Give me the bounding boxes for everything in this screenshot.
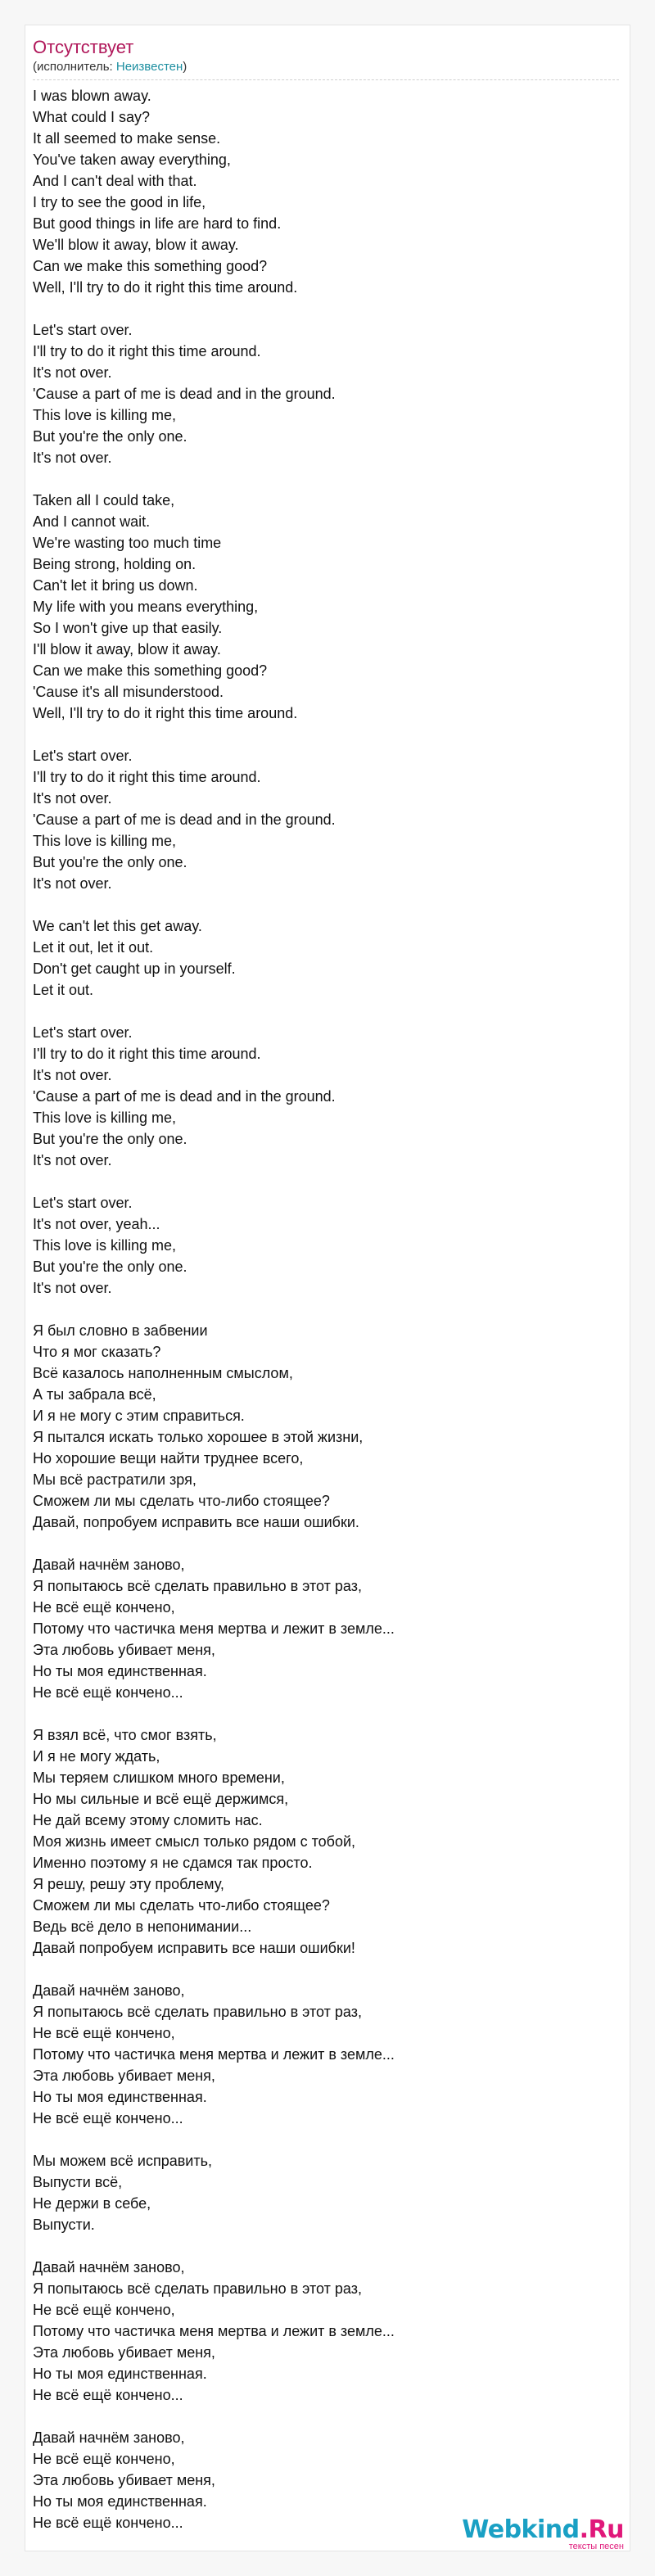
lyrics-line: This love is killing me, — [33, 407, 177, 423]
lyrics-line: It's not over. — [33, 875, 112, 892]
lyrics-line: Let's start over. — [33, 322, 133, 338]
lyrics-line: Потому что частичка меня мертва и лежит в земле... — [33, 2323, 395, 2339]
performer-prefix: (исполнитель: — [33, 60, 116, 74]
lyrics-line: Сможем ли мы сделать что-либо стоящее? — [33, 1493, 330, 1509]
lyrics-line: It's not over, yeah... — [33, 1216, 160, 1232]
lyrics-line: Let's start over. — [33, 1195, 133, 1211]
lyrics-line: This love is killing me, — [33, 1109, 177, 1126]
lyrics-stanza — [33, 85, 619, 298]
lyrics-stanza — [33, 2150, 619, 2235]
lyrics-line: И я не могу с этим справиться. — [33, 1408, 245, 1424]
performer-suffix: ) — [183, 60, 187, 74]
lyrics-line: Don't get caught up in yourself. — [33, 960, 236, 977]
lyrics-line: Но ты моя единственная. — [33, 2366, 207, 2382]
lyrics-line: 'Cause it's all misunderstood. — [33, 684, 224, 700]
lyrics-line: Я пытался искать только хорошее в этой жизни, — [33, 1429, 364, 1445]
logo-wordmark — [462, 2517, 624, 2543]
lyrics-line: Ведь всё дело в непонимании... — [33, 1918, 252, 1935]
logo-main: Webkind — [462, 2515, 580, 2544]
lyrics-stanza — [33, 1192, 619, 1299]
lyrics-line: Давай попробуем исправить все наши ошибки! — [33, 1940, 355, 1956]
lyrics-line: Let it out. — [33, 982, 94, 998]
lyrics-line: Но хорошие вещи найти труднее всего, — [33, 1450, 304, 1467]
lyrics-stanza — [33, 1724, 619, 1959]
lyrics-line: Let's start over. — [33, 748, 133, 764]
lyrics-line: But you're the only one. — [33, 1259, 187, 1275]
lyrics-stanza — [33, 915, 619, 1001]
lyrics-line: Мы всё растратили зря, — [33, 1471, 196, 1488]
lyrics-line: И я не могу ждать, — [33, 1748, 160, 1765]
lyrics-stanza — [33, 1554, 619, 1703]
lyrics-stanza — [33, 1980, 619, 2129]
lyrics-line: It's not over. — [33, 1067, 112, 1083]
lyrics-line: And I can't deal with that. — [33, 173, 197, 189]
lyrics-line: Эта любовь убивает меня, — [33, 1642, 215, 1658]
lyrics-line: Не всё ещё кончено, — [33, 1599, 175, 1616]
lyrics-line: Эта любовь убивает меня, — [33, 2068, 215, 2084]
lyrics-line: 'Cause a part of me is dead and in the ground. — [33, 386, 336, 402]
lyrics-stanza — [33, 1320, 619, 1533]
lyrics-line: Выпусти всё, — [33, 2174, 123, 2190]
lyrics-line: Выпусти. — [33, 2217, 95, 2233]
lyrics-line: Я был словно в забвении — [33, 1322, 208, 1339]
lyrics-line: Can we make this something good? — [33, 662, 268, 679]
lyrics-line: Не всё ещё кончено... — [33, 1684, 183, 1701]
lyrics-line: This love is killing me, — [33, 1237, 177, 1254]
performer-line — [33, 60, 619, 75]
lyrics-line: And I cannot wait. — [33, 513, 151, 530]
lyrics-line: А ты забрала всё, — [33, 1386, 156, 1403]
lyrics-line: Именно поэтому я не сдамся так просто. — [33, 1855, 313, 1871]
lyrics-line: Мы теряем слишком много времени, — [33, 1769, 285, 1786]
lyrics-line: I try to see the good in life, — [33, 194, 206, 210]
lyrics-line: Не дай всему этому сломить нас. — [33, 1812, 263, 1828]
lyrics-line: Well, I'll try to do it right this time around. — [33, 279, 298, 296]
lyrics-line: Моя жизнь имеет смысл только рядом с тобой, — [33, 1833, 356, 1850]
lyrics-line: Can we make this something good? — [33, 258, 268, 274]
lyrics-line: Что я мог сказать? — [33, 1344, 161, 1360]
lyrics-line: 'Cause a part of me is dead and in the ground. — [33, 1088, 336, 1105]
site-logo[interactable] — [462, 2517, 624, 2551]
lyrics-line: Я попытаюсь всё сделать правильно в этот раз, — [33, 1578, 362, 1594]
lyrics-line: Давай, попробуем исправить все наши ошибки. — [33, 1514, 359, 1530]
lyrics-line: It all seemed to make sense. — [33, 130, 221, 147]
lyrics-line: I'll try to do it right this time around. — [33, 1046, 261, 1062]
lyrics-stanza — [33, 319, 619, 468]
song-title: Отсутствует — [33, 37, 134, 57]
lyrics-line: Мы можем всё исправить, — [33, 2153, 212, 2169]
lyrics-line: Давай начнём заново, — [33, 1557, 185, 1573]
lyrics-line: Эта любовь убивает меня, — [33, 2472, 215, 2488]
lyrics-line: Не всё ещё кончено, — [33, 2451, 175, 2467]
lyrics-line: Потому что частичка меня мертва и лежит в земле... — [33, 1620, 395, 1637]
lyrics-line: But you're the only one. — [33, 854, 187, 870]
lyrics-line: I'll try to do it right this time around. — [33, 769, 261, 785]
lyrics-line: My life with you means everything, — [33, 599, 259, 615]
lyrics-line: So I won't give up that easily. — [33, 620, 223, 636]
lyrics-stanza — [33, 1022, 619, 1171]
lyrics-line: Being strong, holding on. — [33, 556, 196, 572]
lyrics-line: Well, I'll try to do it right this time around. — [33, 705, 298, 721]
lyrics-line: 'Cause a part of me is dead and in the ground. — [33, 811, 336, 828]
logo-suffix: .Ru — [579, 2515, 624, 2544]
lyrics-line: Не держи в себе, — [33, 2195, 151, 2212]
lyrics-stanza — [33, 745, 619, 894]
lyrics-line: We'll blow it away, blow it away. — [33, 237, 239, 253]
lyrics-line: We can't let this get away. — [33, 918, 202, 934]
lyrics-line: This love is killing me, — [33, 833, 177, 849]
lyrics-line: Давай начнём заново, — [33, 1982, 185, 1999]
lyrics-line: Но ты моя единственная. — [33, 2493, 207, 2510]
lyrics-line: Но ты моя единственная. — [33, 1663, 207, 1679]
lyrics-body — [33, 85, 619, 2555]
lyrics-line: Я попытаюсь всё сделать правильно в этот раз, — [33, 2004, 362, 2020]
lyrics-line: What could I say? — [33, 109, 151, 125]
lyrics-line: Эта любовь убивает меня, — [33, 2344, 215, 2361]
lyrics-line: But good things in life are hard to find. — [33, 215, 282, 232]
lyrics-line: It's not over. — [33, 1280, 112, 1296]
lyrics-line: We're wasting too much time — [33, 535, 222, 551]
lyrics-line: Can't let it bring us down. — [33, 577, 198, 594]
lyrics-line: Давай начнём заново, — [33, 2259, 185, 2275]
lyrics-line: I'll try to do it right this time around. — [33, 343, 261, 359]
lyrics-line: It's not over. — [33, 790, 112, 807]
lyrics-line: Taken all I could take, — [33, 492, 175, 508]
lyrics-line: Давай начнём заново, — [33, 2429, 185, 2446]
lyrics-line: Не всё ещё кончено... — [33, 2387, 183, 2403]
lyrics-stanza — [33, 490, 619, 724]
lyrics-line: Но мы сильные и всё ещё держимся, — [33, 1791, 289, 1807]
performer-link[interactable]: Неизвестен — [115, 60, 183, 74]
lyrics-line: But you're the only one. — [33, 1131, 187, 1147]
lyrics-line: Я решу, решу эту проблему, — [33, 1876, 224, 1892]
header-divider — [33, 79, 619, 80]
lyrics-line: It's not over. — [33, 1152, 112, 1168]
lyrics-line: Не всё ещё кончено, — [33, 2025, 175, 2041]
lyrics-line: Но ты моя единственная. — [33, 2089, 207, 2105]
lyrics-line: It's not over. — [33, 364, 112, 381]
lyrics-line: Я взял всё, что смог взять, — [33, 1727, 217, 1743]
lyrics-stanza — [33, 2257, 619, 2406]
lyrics-line: I was blown away. — [33, 88, 151, 104]
lyrics-line: It's not over. — [33, 450, 112, 466]
lyrics-line: You've taken away everything, — [33, 151, 231, 168]
lyrics-line: Не всё ещё кончено... — [33, 2110, 183, 2126]
lyrics-line: Я попытаюсь всё сделать правильно в этот раз, — [33, 2280, 362, 2297]
lyrics-line: Let it out, let it out. — [33, 939, 154, 956]
song-header — [33, 37, 619, 87]
lyrics-line: Всё казалось наполненным смыслом, — [33, 1365, 293, 1381]
lyrics-line: Let's start over. — [33, 1024, 133, 1041]
lyrics-line: Не всё ещё кончено, — [33, 2302, 175, 2318]
lyrics-line: Не всё ещё кончено... — [33, 2515, 183, 2531]
lyrics-line: But you're the only one. — [33, 428, 187, 445]
lyrics-line: I'll blow it away, blow it away. — [33, 641, 221, 658]
lyrics-line: Сможем ли мы сделать что-либо стоящее? — [33, 1897, 330, 1914]
lyrics-line: Потому что частичка меня мертва и лежит в земле... — [33, 2046, 395, 2063]
logo-tagline: тексты песен — [568, 2542, 624, 2551]
